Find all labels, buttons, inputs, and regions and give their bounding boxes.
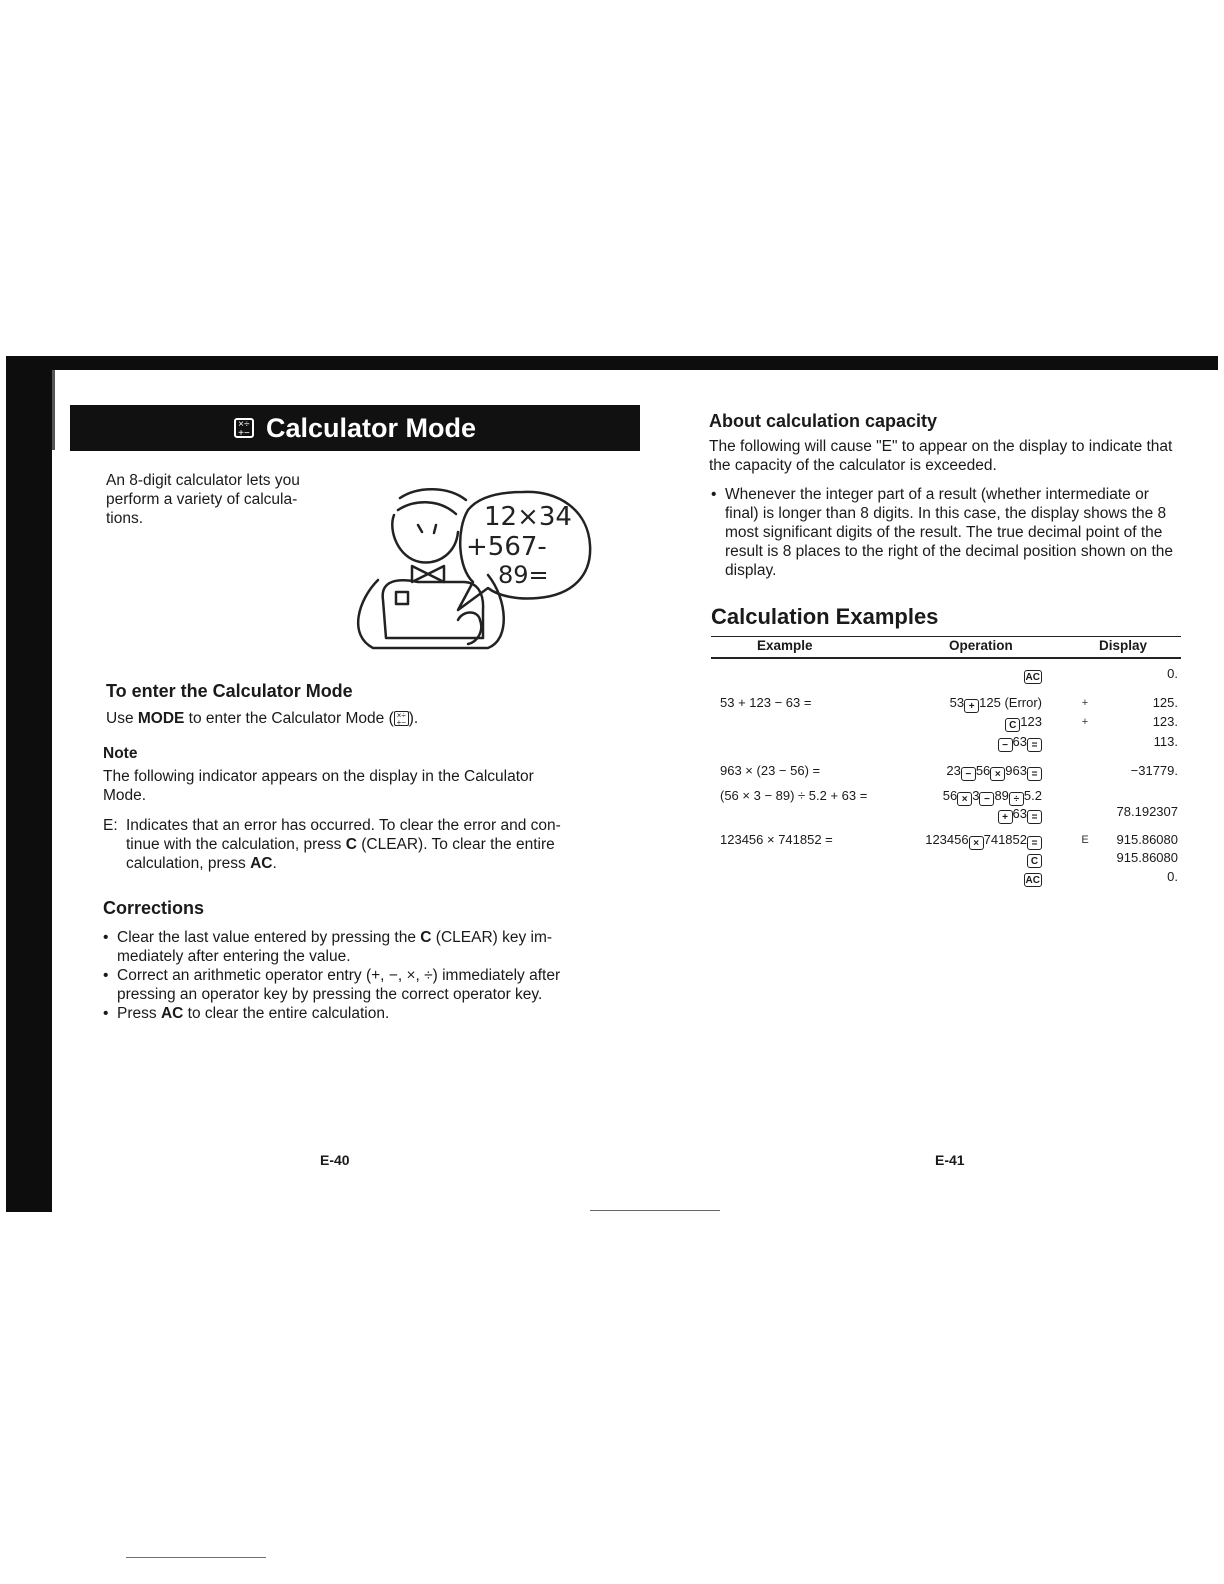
- capacity-bullet-1: • Whenever the integer part of a result (whether intermediate or final) is longer than 8 digits. In this case, the display shows the 8 most significant digits of the result. The true decimal point of the result is 8 places to the right of the decimal position shown on the display.: [711, 485, 1181, 580]
- correction-item-3: • Press AC to clear the entire calculation.: [103, 1004, 575, 1023]
- page-title-banner: [70, 405, 640, 451]
- table-row-1-example: 53 + 123 − 63 =: [720, 695, 812, 710]
- table-row-7-display: 915.86080: [1116, 832, 1178, 847]
- table-row-1-display: 125.: [1152, 695, 1178, 710]
- mode-key-label: MODE: [137, 710, 185, 727]
- enter-mode-heading: To enter the Calculator Mode: [106, 681, 353, 701]
- table-row-8-operation: [860, 849, 1042, 867]
- table-row-2-display: 123.: [1152, 714, 1178, 729]
- correction-item-2: • Correct an arithmetic operator entry (+, −, ×, ÷) immediately after pressing an operator key by pressing the correct operator key.: [103, 966, 575, 1004]
- examples-heading: Calculation Examples: [711, 604, 939, 629]
- key-minus: −: [979, 792, 994, 806]
- capacity-text: The following will cause "E" to appear on the display to indicate that the capacity of the calculator is exceeded.: [709, 438, 1173, 474]
- table-row-4-example: 963 × (23 − 56) =: [720, 763, 821, 778]
- table-row-3-operation: − 63 =: [860, 733, 1042, 751]
- table-row-1-operation: 53 + 125 (Error): [949, 695, 1042, 712]
- key-ac: AC: [1025, 672, 1040, 683]
- key-c: C: [1027, 854, 1042, 868]
- illustration-line-3: 89=: [498, 561, 549, 589]
- key-ac: AC: [1025, 875, 1040, 886]
- page-title: Calculator Mode: [265, 412, 477, 443]
- table-row-0-operation: [860, 665, 1042, 683]
- table-row-5-example: (56 × 3 − 89) ÷ 5.2 + 63 =: [720, 788, 868, 803]
- enter-mode-text: Use MODE to enter the Calculator Mode ( ×÷ +− ).: [106, 710, 419, 727]
- key-plus: +: [964, 699, 979, 713]
- key-c: C: [1005, 718, 1020, 732]
- key-plus: +: [998, 810, 1013, 824]
- key-multiply: ×: [990, 767, 1005, 781]
- table-row-7-indicator: E: [1081, 834, 1089, 846]
- table-top-rule: [711, 636, 1181, 637]
- bottom-rule: [590, 1210, 720, 1211]
- table-header-rule: [711, 657, 1181, 659]
- indicator-description: Indicates that an error has occurred. To clear the error and con-tinue with the calculation, press C (CLEAR). To clear the entire calculation, press AC.: [126, 817, 561, 872]
- bottom-blue-rule: [126, 1557, 266, 1558]
- table-row-4-operation: 23 − 56 × 963 =: [860, 762, 1042, 780]
- top-black-edge: [6, 356, 1218, 370]
- table-header-display: Display: [1099, 638, 1148, 653]
- correction-item-1: • Clear the last value entered by pressing the C (CLEAR) key im-mediately after entering the value.: [103, 928, 575, 966]
- note-heading: Note: [103, 745, 138, 762]
- table-row-4-display: −31779.: [1130, 763, 1178, 778]
- table-row-1-indicator: +: [1081, 697, 1089, 709]
- calculator-illustration: [338, 470, 600, 662]
- table-row-6-display: 78.192307: [1116, 804, 1178, 819]
- capacity-heading: About calculation capacity: [709, 411, 938, 431]
- illustration-line-1: 12×34: [484, 502, 572, 532]
- key-equals: =: [1027, 836, 1042, 850]
- indicator-label: E:: [103, 817, 118, 834]
- table-header-example: Example: [757, 638, 813, 653]
- corrections-heading: Corrections: [103, 898, 205, 918]
- table-row-6-operation: + 63 =: [860, 805, 1042, 823]
- table-row-7-example: 123456 × 741852 =: [720, 832, 833, 847]
- left-black-edge: [6, 356, 52, 1212]
- page-number-left: E-40: [320, 1152, 350, 1168]
- table-row-2-operation: C 123: [860, 713, 1042, 731]
- table-row-3-display: 113.: [1153, 734, 1178, 749]
- key-equals: =: [1027, 810, 1042, 824]
- key-multiply: ×: [969, 836, 984, 850]
- key-minus: −: [998, 738, 1013, 752]
- calculator-mode-icon: ×÷ +−: [234, 418, 254, 438]
- key-equals: =: [1027, 738, 1042, 752]
- table-row-8-display: 915.86080: [1116, 850, 1178, 865]
- calculator-mode-icon-small: ×÷ +−: [394, 711, 409, 726]
- illustration-line-2: +567-: [466, 532, 547, 562]
- intro-text: An 8-digit calculator lets you perform a variety of calcula-tions.: [106, 472, 300, 527]
- key-minus: −: [961, 767, 976, 781]
- page-number-right: E-41: [935, 1152, 965, 1168]
- table-row-5-operation: 56 × 3 − 89 ÷ 5.2: [942, 788, 1042, 805]
- left-edge-mark: [52, 370, 55, 450]
- table-row-2-indicator: +: [1081, 716, 1089, 728]
- key-divide: ÷: [1009, 792, 1024, 806]
- key-equals: =: [1027, 767, 1042, 781]
- table-row-7-operation: 123456 × 741852 =: [860, 831, 1042, 849]
- table-row-9-operation: [860, 868, 1042, 886]
- table-row-9-display: 0.: [1167, 869, 1178, 884]
- key-multiply: ×: [957, 792, 972, 806]
- note-text: The following indicator appears on the display in the Calculator Mode.: [103, 768, 534, 804]
- capacity-bullets: [711, 485, 1181, 580]
- corrections-list: [103, 928, 575, 1023]
- table-header-operation: Operation: [949, 638, 1013, 653]
- table-row-0-display: 0.: [1167, 666, 1178, 681]
